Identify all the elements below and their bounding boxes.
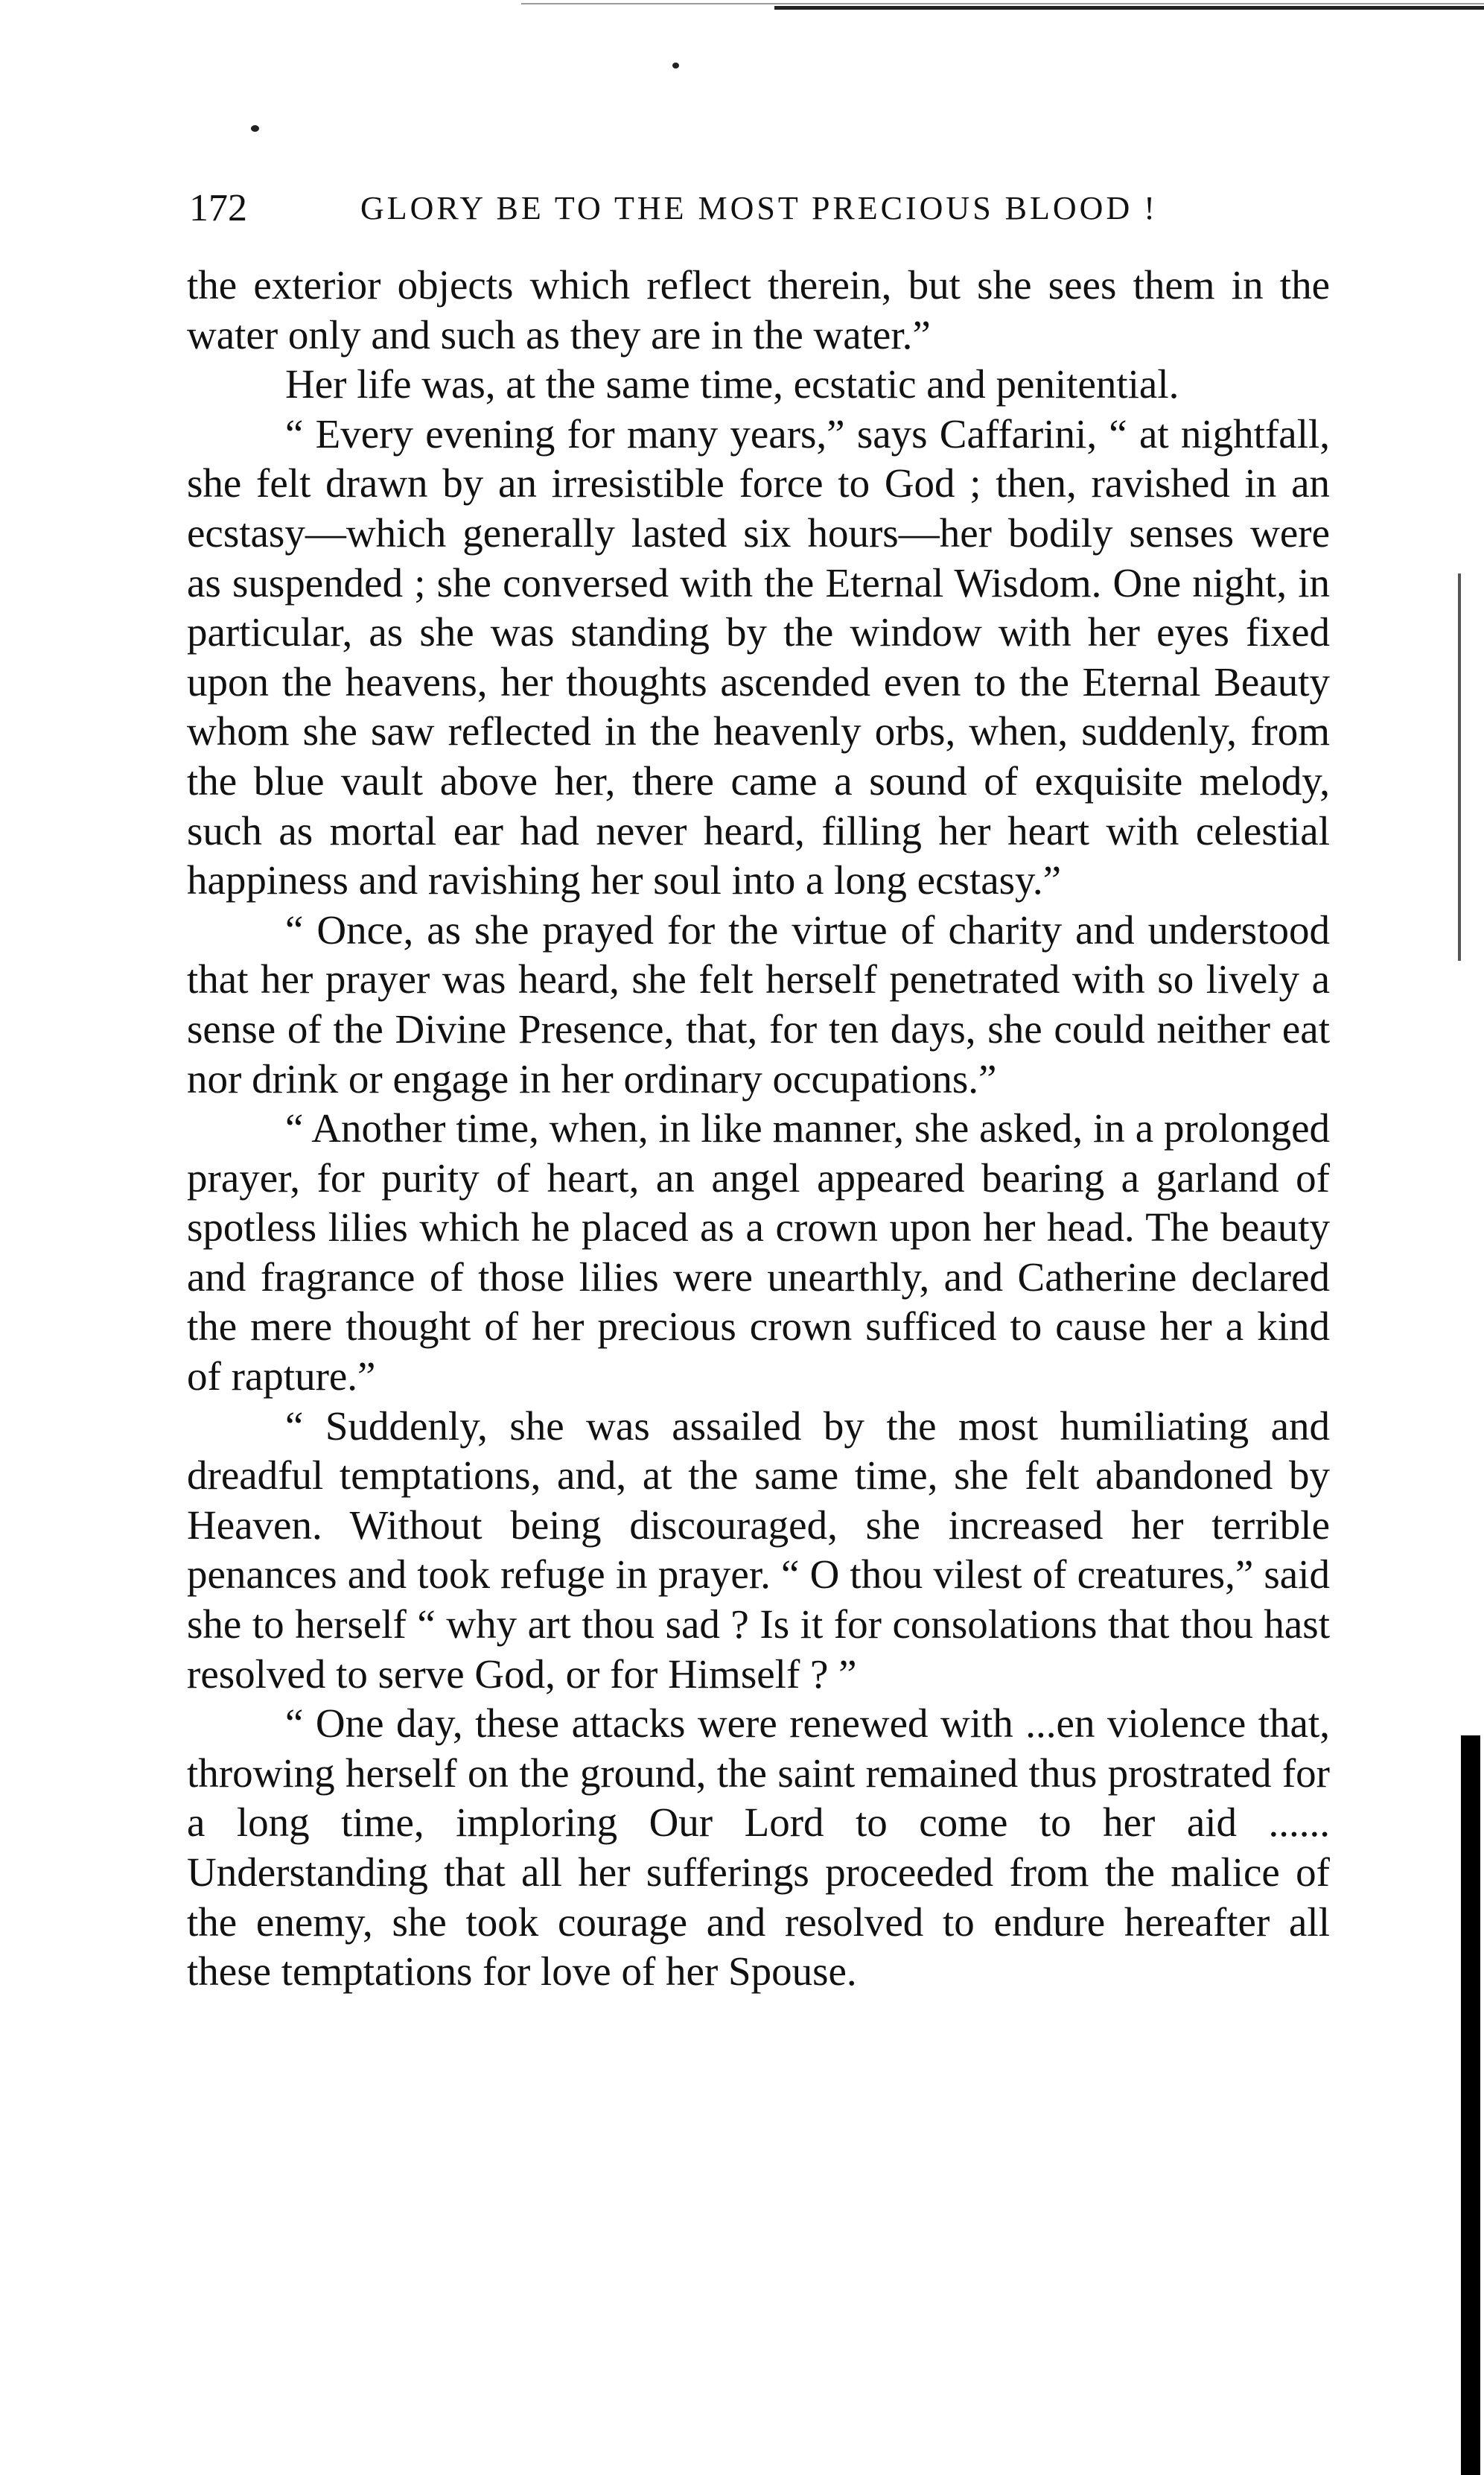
scan-edge-shadow: [1461, 1735, 1480, 2475]
scan-top-rule-heavy: [774, 6, 1484, 10]
page-number: 172: [189, 187, 247, 229]
paragraph: “ Suddenly, she was assailed by the most humiliating and dreadful temptations, and, at the same time, she felt abandoned by Heaven. Without being discouraged, she increased her terrible penances and took refuge in prayer. “ O thou vilest of creatures,” said she to herself “ why art thou sad ? Is it for consolations that thou hast resolved to serve God, or for Himself ? ”: [187, 1402, 1330, 1697]
paragraph: “ Once, as she prayed for the virtue of charity and understood that her prayer was heard, she felt herself penetrated with so lively a sense of the Divine Presence, that, for ten days, she could neither eat nor drink or engage in her ordinary occupations.”: [187, 906, 1330, 1102]
scan-speck: [251, 125, 259, 132]
paragraph: “ Every evening for many years,” says Caffarini, “ at nightfall, she felt drawn by an irresistible force to God ; then, ravished in an ecstasy—which generally lasted six hours—her bodily senses were as suspended ; she conversed with the Eternal Wisdom. One night, in particular, as she was standing by the window with her eyes fixed upon the heavens, her thoughts ascended even to the Eternal Beauty whom she saw reflected in the heavenly orbs, when, suddenly, from the blue vault above her, there came a sound of exquisite melody, such as mortal ear had never heard, filling her heart with celestial happiness and ravishing her soul into a long ecstasy.”: [187, 410, 1330, 903]
paragraph-continued: the exterior objects which reflect therein, but she sees them in the water only and such as they are in the water.”: [187, 262, 1330, 358]
running-title: GLORY BE TO THE MOST PRECIOUS BLOOD !: [360, 190, 1158, 226]
scan-edge-line: [1458, 574, 1461, 961]
paragraph: “ One day, these attacks were renewed with ...en violence that, throwing herself on the ground, the saint remained thus prostrated for a long time, imploring Our Lord to come to her aid ...... Understanding that all her sufferings proceeded from the malice of the enemy, she took courage and resolved to endure hereafter all these temptations for love of her Spouse.: [187, 1700, 1330, 1995]
paragraph: “ Another time, when, in like manner, she asked, in a prolonged prayer, for purity of heart, an angel appeared bearing a garland of spotless lilies which he placed as a crown upon her head. The beauty and fragrance of those lilies were unearthly, and Catherine declared the mere thought of her precious crown sufficed to cause her a kind of rapture.”: [187, 1105, 1330, 1399]
scan-speck: [672, 63, 679, 69]
body-text: [187, 261, 1330, 1997]
paragraph: Her life was, at the same time, ecstatic and penitential.: [285, 361, 1179, 407]
running-head: [189, 186, 1232, 238]
